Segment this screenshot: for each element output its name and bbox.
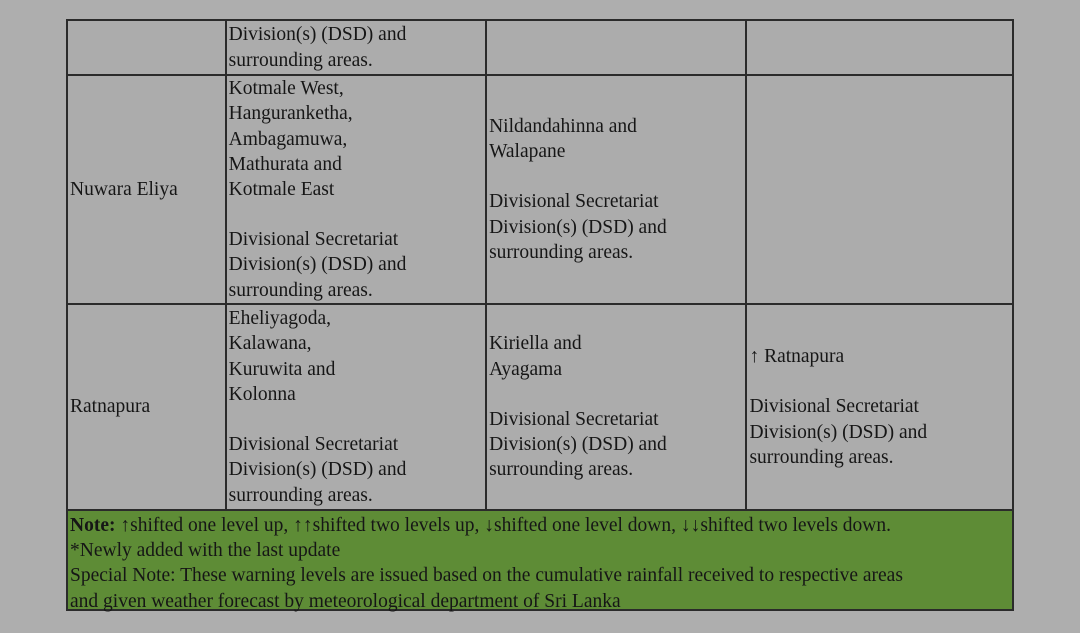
area-name: Mathurata and bbox=[228, 153, 342, 175]
area-name: Kotmale West, bbox=[228, 78, 344, 100]
area-name: ↑ Ratnapura bbox=[749, 346, 845, 368]
district-cell bbox=[67, 304, 226, 510]
note-legend-line bbox=[70, 513, 1010, 538]
area-name: Walapane bbox=[489, 141, 566, 163]
level2-cell bbox=[486, 304, 746, 510]
table-row bbox=[67, 20, 1013, 75]
area-name: Eheliyagoda, bbox=[228, 308, 332, 330]
level1-cell bbox=[226, 20, 486, 75]
area-name: Kotmale East bbox=[228, 179, 335, 200]
area-suffix: Divisional Secretariat bbox=[749, 396, 919, 418]
level3-cell bbox=[746, 304, 1013, 510]
area-suffix: Divisional Secretariat bbox=[489, 191, 659, 213]
special-note-line: and given weather forecast by meteorological department of Sri Lanka bbox=[70, 590, 621, 612]
area-suffix: Divisional Secretariat bbox=[489, 408, 659, 430]
level2-cell bbox=[486, 75, 746, 304]
level3-cell bbox=[746, 75, 1013, 304]
special-note-line: Special Note: These warning levels are issued based on the cumulative rainfall received to respective areas bbox=[70, 565, 903, 587]
area-name: Kalawana, bbox=[228, 333, 312, 355]
district-cell bbox=[67, 20, 226, 75]
area-suffix: Divisional Secretariat bbox=[228, 434, 399, 456]
area-name: Kiriella and bbox=[489, 333, 582, 355]
area-suffix: surrounding areas. bbox=[749, 446, 894, 468]
cell-text-line: surrounding areas. bbox=[228, 49, 373, 71]
area-suffix: Division(s) (DSD) and bbox=[228, 459, 407, 481]
area-suffix: Division(s) (DSD) and bbox=[228, 254, 407, 276]
area-name: Nildandahinna and bbox=[489, 115, 637, 137]
area-suffix: surrounding areas. bbox=[228, 484, 373, 506]
note-legend: ↑shifted one level up, ↑↑shifted two levels up, ↓shifted one level down, ↓↓shifted two levels down. bbox=[115, 515, 892, 536]
area-name: Kuruwita and bbox=[228, 358, 336, 380]
level1-cell bbox=[226, 304, 486, 510]
area-suffix: Division(s) (DSD) and bbox=[749, 421, 928, 443]
area-suffix: Division(s) (DSD) and bbox=[489, 216, 667, 238]
cell-text-line: Division(s) (DSD) and bbox=[228, 24, 407, 46]
note-box bbox=[66, 511, 1014, 611]
area-suffix: surrounding areas. bbox=[228, 279, 373, 301]
area-suffix: Division(s) (DSD) and bbox=[489, 434, 667, 456]
newly-added-note: *Newly added with the last update bbox=[70, 540, 341, 562]
landslide-warning-table bbox=[66, 19, 1014, 511]
area-name: Kolonna bbox=[228, 383, 296, 405]
area-name: Ambagamuwa, bbox=[228, 128, 348, 150]
level1-cell bbox=[226, 75, 486, 304]
level3-cell bbox=[746, 20, 1013, 75]
table-row-ratnapura bbox=[67, 304, 1013, 510]
area-suffix: Divisional Secretariat bbox=[228, 229, 399, 251]
table-row-nuwara-eliya bbox=[67, 75, 1013, 304]
district-name: Ratnapura bbox=[70, 396, 151, 418]
area-suffix: surrounding areas. bbox=[489, 459, 634, 481]
area-name: Ayagama bbox=[489, 358, 562, 380]
level2-cell bbox=[486, 20, 746, 75]
note-label: Note: bbox=[70, 515, 116, 536]
district-name: Nuwara Eliya bbox=[70, 178, 178, 200]
area-name: Hanguranketha, bbox=[228, 103, 353, 125]
warning-document bbox=[66, 19, 1014, 611]
area-suffix: surrounding areas. bbox=[489, 241, 634, 263]
district-cell bbox=[67, 75, 226, 304]
